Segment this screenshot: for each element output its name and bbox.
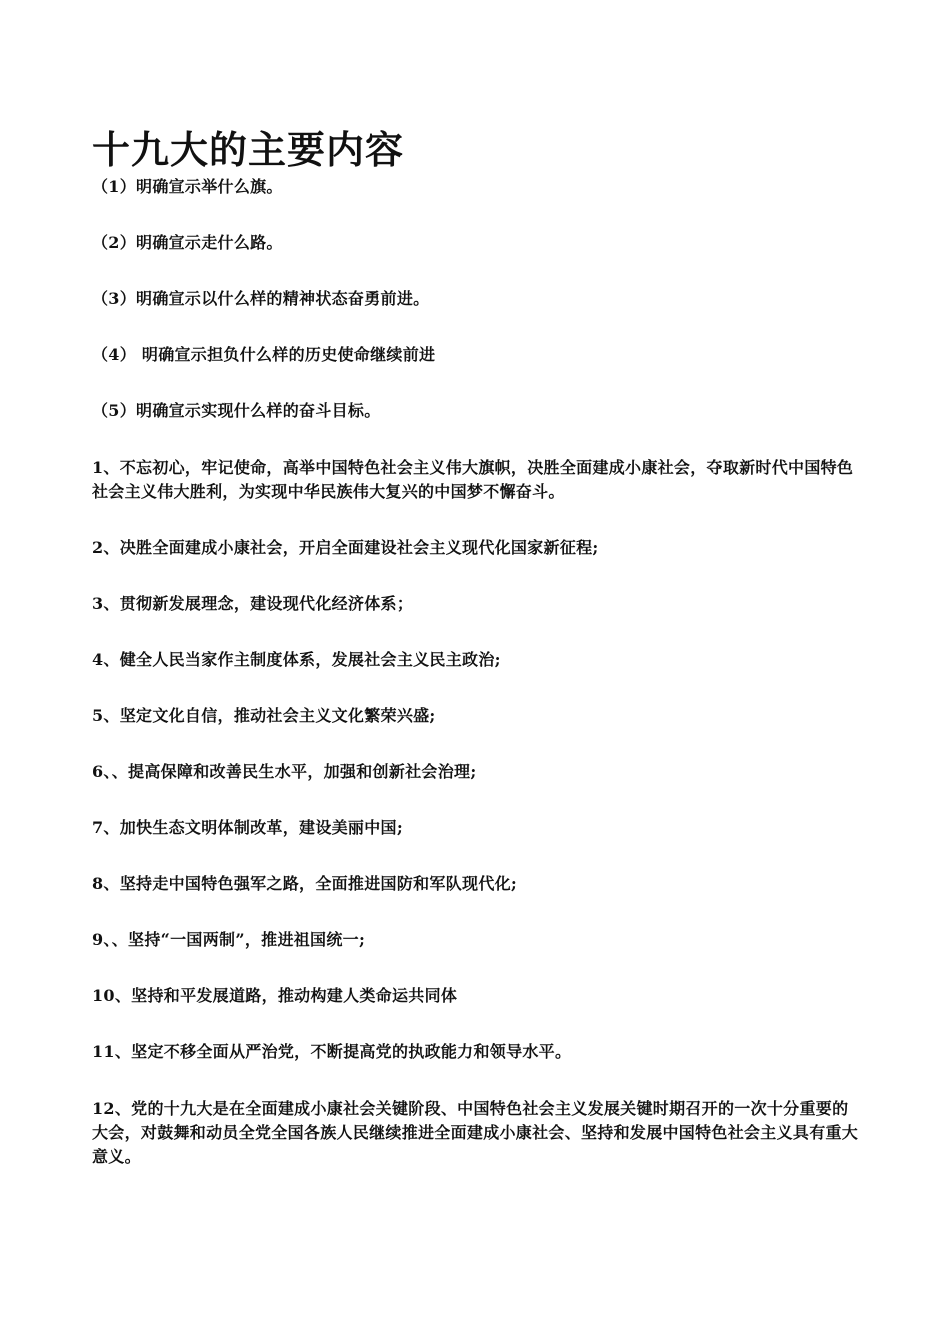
point-1: 1、不忘初心，牢记使命，高举中国特色社会主义伟大旗帜，决胜全面建成小康社会，夺取新时代中国特色社会主义伟大胜利，为实现中华民族伟大复兴的中国梦不懈奋斗。 <box>92 458 854 501</box>
point-8: 8、坚持走中国特色强军之路，全面推进国防和军队现代化; <box>92 874 518 893</box>
point-12: 12、党的十九大是在全面建成小康社会关键阶段、中国特色社会主义发展关键时期召开的一次十分重要的大会，对鼓舞和动员全党全国各族人民继续推进全面建成小康社会、坚持和发展中国特色社会主义具有重大意义。 <box>92 1099 859 1166</box>
point-6: 6、、提高保障和改善民生水平，加强和创新社会治理; <box>92 762 477 781</box>
point-5: 5、坚定文化自信，推动社会主义文化繁荣兴盛; <box>92 706 436 725</box>
point-9: 9、、坚持“一国两制”，推进祖国统一; <box>92 930 366 949</box>
outline-item-4: （4） 明确宣示担负什么样的历史使命继续前进 <box>92 345 436 364</box>
point-4: 4、健全人民当家作主制度体系，发展社会主义民主政治; <box>92 650 501 669</box>
point-2: 2、决胜全面建成小康社会，开启全面建设社会主义现代化国家新征程; <box>92 538 599 557</box>
point-11: 11、坚定不移全面从严治党，不断提高党的执政能力和领导水平。 <box>92 1042 572 1061</box>
point-7: 7、加快生态文明体制改革，建设美丽中国; <box>92 818 404 837</box>
outline-item-1: （1）明确宣示举什么旗。 <box>92 177 283 196</box>
point-10: 10、坚持和平发展道路，推动构建人类命运共同体 <box>92 986 458 1005</box>
outline-item-3: （3）明确宣示以什么样的精神状态奋勇前进。 <box>92 289 430 308</box>
document-title: 十九大的主要内容 <box>92 127 405 172</box>
point-3: 3、贯彻新发展理念，建设现代化经济体系； <box>92 594 414 613</box>
outline-item-2: （2）明确宣示走什么路。 <box>92 233 283 252</box>
outline-item-5: （5）明确宣示实现什么样的奋斗目标。 <box>92 401 381 420</box>
